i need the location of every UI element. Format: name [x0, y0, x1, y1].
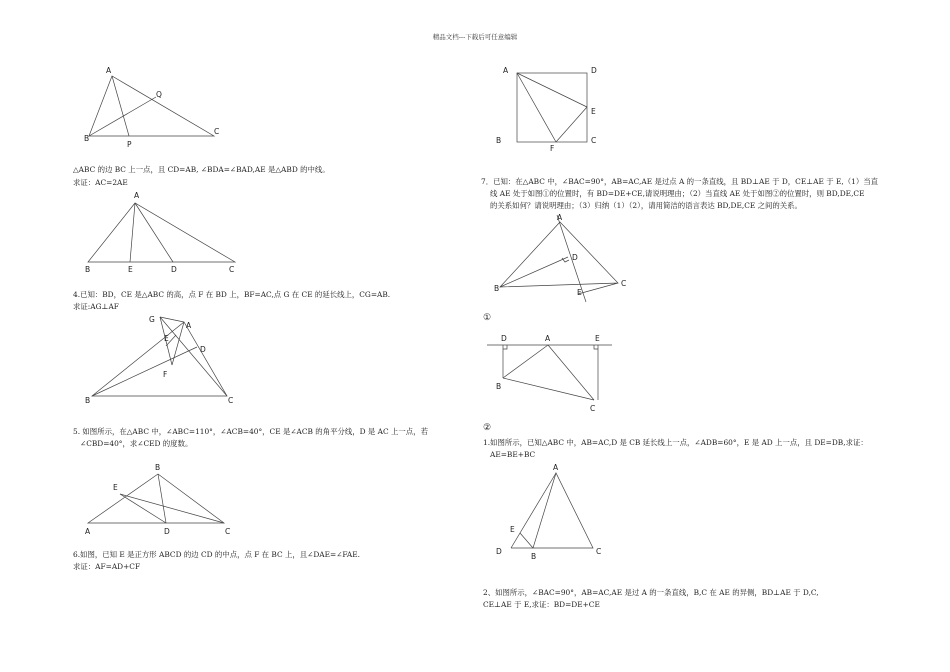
fig5-label-c: C: [591, 136, 597, 145]
problem-fig1-prove: 求证：AC=2AE: [73, 178, 128, 187]
question-1-line2: AE=BE+BC: [490, 450, 536, 459]
fig3-label-f: F: [163, 370, 168, 379]
fig7-label-b: B: [496, 382, 502, 391]
fig5-label-a: A: [503, 66, 509, 75]
fig1-label-p: P: [127, 140, 132, 149]
fig2-label-b: B: [85, 265, 91, 274]
fig8-label-c: C: [596, 547, 602, 556]
fig5-label-b: B: [496, 136, 502, 145]
fig8-label-a: A: [553, 463, 559, 472]
fig3-label-a: A: [186, 321, 192, 330]
problem-6-given: 6.如图，已知 E 是正方形 ABCD 的边 CD 的中点，点 F 在 BC 上，且∠DAE=∠FAE.: [73, 550, 360, 559]
problem-7-line2: 线 AE 处于如图①的位置时，有 BD=DE+CE,请说明理由；（2）当直线 AE 处于如图②的位置时，则 BD,DE,CE: [490, 189, 865, 198]
question-2-line1: 2、如图所示，∠BAC=90°，AB=AC,AE 是过 A 的一条直线，B,C 在 AE 的异侧，BD⊥AE 于 D,C,: [483, 588, 819, 597]
fig5-label-f: F: [550, 144, 555, 153]
fig8-label-d: D: [496, 547, 502, 556]
fig1-label-a: A: [106, 66, 112, 75]
fig3-label-g: G: [149, 315, 155, 324]
fig7-label-a: A: [545, 334, 551, 343]
question-1-line1: 1.如图所示，已知△ABC 中，AB=AC,D 是 CB 延长线上一点，∠ADB=60°，E 是 AD 上一点，且 DE=DB,求证：: [483, 438, 868, 447]
fig6-label-e: E: [577, 288, 582, 297]
problem-6-prove: 求证：AF=AD+CF: [73, 562, 141, 571]
fig3-label-d: D: [200, 345, 206, 354]
fig6-label-a: A: [557, 213, 563, 222]
fig6-label-d: D: [572, 253, 578, 262]
fig3-label-c: C: [228, 396, 234, 405]
fig6-label-c: C: [621, 279, 627, 288]
fig8-label-b: B: [531, 552, 537, 561]
fig4-label-d: D: [164, 527, 170, 536]
fig3-label-b: B: [85, 396, 91, 405]
fig4-label-a: A: [85, 527, 91, 536]
diagram-2-marker: ②: [483, 423, 492, 433]
problem-4-prove: 求证:AG⊥AF: [73, 302, 119, 311]
problem-5-line2: ∠CBD=40°，求∠CED 的度数。: [80, 439, 193, 448]
fig2-label-d: D: [171, 265, 177, 274]
fig1-label-b: B: [84, 134, 90, 143]
fig1-label-q: Q: [156, 90, 162, 99]
fig5-label-e: E: [591, 107, 596, 116]
fig2-label-a: A: [134, 191, 140, 200]
page-header: 精品文档---下载后可任意编辑: [432, 33, 518, 41]
fig6-label-b: B: [494, 284, 500, 293]
diagram-1-marker: ①: [483, 313, 492, 323]
fig4-label-b: B: [155, 463, 161, 472]
fig3-label-e: E: [164, 334, 169, 343]
question-2-line2: CE⊥AE 于 E,求证：BD=DE+CE: [483, 600, 600, 609]
fig1-label-c: C: [214, 127, 220, 136]
fig2-label-c: C: [229, 265, 235, 274]
fig8-label-e: E: [510, 525, 515, 534]
problem-7-line1: 7．已知：在△ABC 中，∠BAC=90°，AB=AC,AE 是过点 A 的一条直线，且 BD⊥AE 于 D，CE⊥AE 于 E,（1）当直: [481, 177, 879, 186]
problem-fig1-description: △ABC 的边 BC 上一点，且 CD=AB, ∠BDA=∠BAD,AE 是△ABD 的中线。: [73, 165, 330, 174]
fig7-label-c: C: [590, 404, 596, 413]
fig4-label-c: C: [225, 527, 231, 536]
problem-5-line1: 5. 如图所示，在△ABC 中，∠ABC=110°，∠ACB=40°，CE 是∠ACB 的角平分线，D 是 AC 上一点，若: [73, 427, 428, 436]
fig4-label-e: E: [113, 483, 118, 492]
fig2-label-e: E: [128, 265, 133, 274]
problem-7-line3: 的关系如何？请说明理由；（3）归纳（1）（2），请用简洁的语言表达 BD,DE,CE 之间的关系。: [490, 201, 802, 210]
fig7-label-e: E: [595, 334, 600, 343]
fig5-label-d: D: [591, 66, 597, 75]
problem-4-given: 4.已知：BD，CE 是△ABC 的高，点 F 在 BD 上，BF=AC,点 G 在 CE 的延长线上，CG=AB.: [73, 290, 391, 299]
fig7-label-d: D: [501, 334, 507, 343]
